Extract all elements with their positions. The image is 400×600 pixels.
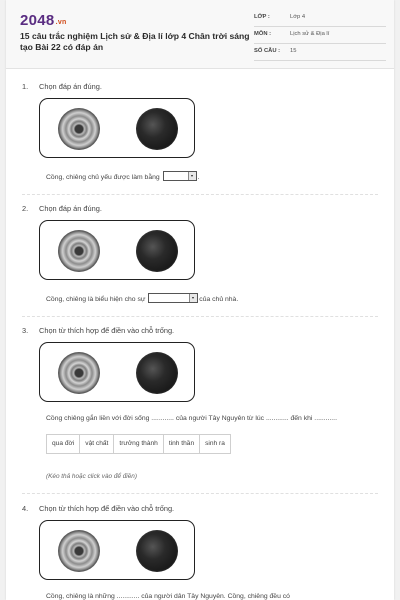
question-sentence — [46, 171, 199, 181]
question-prompt: Chọn đáp án đúng. — [39, 82, 102, 91]
meta-value: Lịch sử & Địa lí — [290, 31, 330, 37]
chieng-image — [136, 352, 178, 394]
question-sentence — [46, 293, 238, 303]
site-logo[interactable] — [20, 12, 67, 29]
meta-value: 15 — [290, 48, 297, 54]
word-option[interactable]: sinh ra — [200, 435, 230, 453]
gong-image-frame — [39, 342, 195, 402]
word-option[interactable]: vật chất — [80, 435, 114, 453]
answer-dropdown[interactable] — [148, 293, 198, 303]
logo-text: 2048 — [20, 12, 55, 29]
meta-label: SỐ CÂU : — [254, 48, 281, 54]
fill-blank-sentence: Cồng chiêng gắn liền với đời sống ............ của người Tây Nguyên từ lúc ............ đến khi ............ — [46, 415, 337, 422]
question-prompt: Chọn đáp án đúng. — [39, 204, 102, 213]
sentence-text: . — [197, 174, 200, 181]
question-prompt: Chọn từ thích hợp để điền vào chỗ trống. — [39, 504, 175, 513]
logo-domain: .vn — [55, 19, 67, 26]
question-number: 2. — [22, 204, 29, 213]
question-prompt: Chọn từ thích hợp để điền vào chỗ trống. — [39, 326, 175, 335]
gong-image — [58, 230, 100, 272]
worksheet-page — [6, 0, 394, 600]
word-option[interactable]: tinh thần — [164, 435, 200, 453]
worksheet-title: 15 câu trắc nghiệm Lịch sử & Địa lí lớp 4 Chân trời sáng tạo Bài 22 có đáp án — [20, 31, 250, 52]
gong-image — [58, 108, 100, 150]
meta-label: MÔN : — [254, 31, 272, 37]
gong-image — [58, 530, 100, 572]
gong-image-frame — [39, 98, 195, 158]
gong-image-frame — [39, 520, 195, 580]
gong-image-frame — [39, 220, 195, 280]
question-number: 1. — [22, 82, 29, 91]
chieng-image — [136, 230, 178, 272]
meta-value: Lớp 4 — [290, 14, 306, 20]
drag-hint: (Kéo thả hoặc click vào để điền) — [46, 473, 137, 480]
question-number: 4. — [22, 504, 29, 513]
chevron-down-icon — [188, 172, 196, 180]
worksheet-header — [6, 0, 394, 69]
meta-label: LỚP : — [254, 14, 270, 20]
sentence-text: Cồng, chiêng là biểu hiện cho sự — [46, 296, 146, 303]
fill-blank-sentence: Cồng, chiêng là những ............ của người dân Tây Nguyên. Cồng, chiêng đều có — [46, 593, 290, 600]
meta-question-count — [254, 46, 386, 61]
gong-image — [58, 352, 100, 394]
meta-grade — [254, 12, 386, 27]
word-option[interactable]: trưởng thành — [114, 435, 163, 453]
word-bank — [46, 434, 231, 454]
chieng-image — [136, 108, 178, 150]
sentence-text: Cồng, chiêng chủ yếu được làm bằng — [46, 174, 160, 181]
meta-subject — [254, 29, 386, 44]
chevron-down-icon — [189, 294, 197, 302]
question-divider — [22, 194, 378, 195]
question-number: 3. — [22, 326, 29, 335]
question-divider — [22, 493, 378, 494]
chieng-image — [136, 530, 178, 572]
sentence-text: của chủ nhà. — [199, 296, 239, 303]
answer-dropdown[interactable] — [163, 171, 197, 181]
question-divider — [22, 316, 378, 317]
worksheet-meta — [254, 12, 386, 63]
word-option[interactable]: qua đời — [47, 435, 80, 453]
